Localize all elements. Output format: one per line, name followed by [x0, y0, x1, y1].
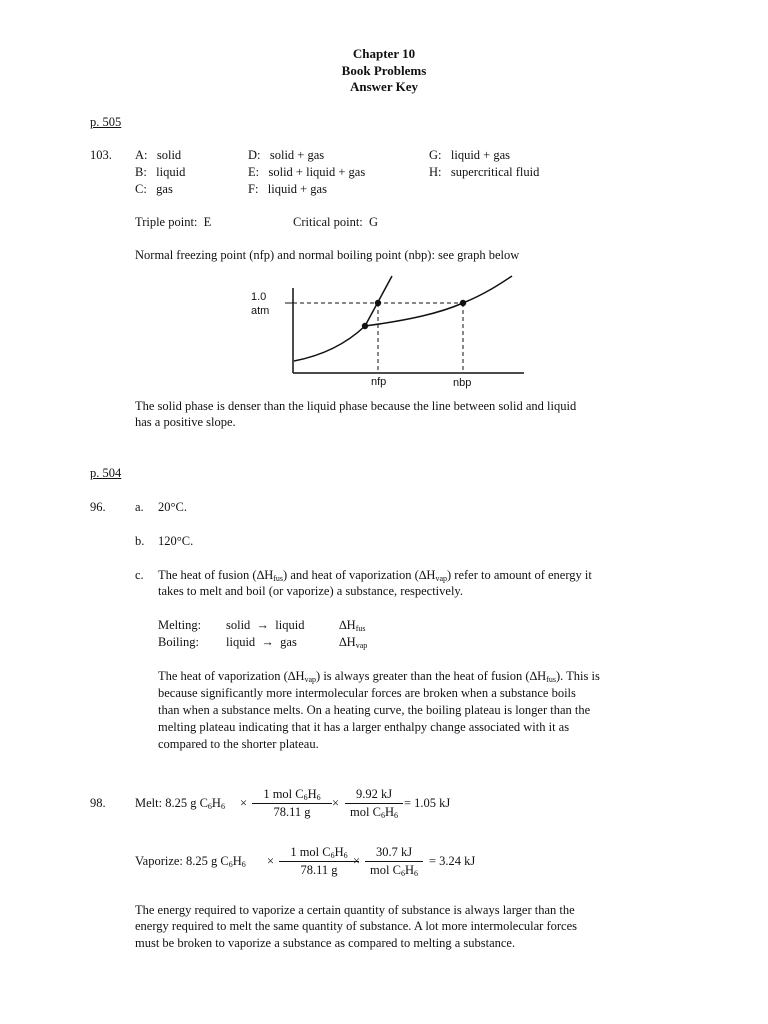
melting-label: Melting: — [158, 618, 202, 632]
h-symbol: H — [384, 805, 394, 819]
q96-c-line1 — [158, 567, 592, 584]
fraction-numerator — [252, 786, 332, 803]
critical-point: Critical point: G — [293, 215, 379, 229]
q103-number: 103. — [90, 148, 112, 162]
q103-C: C: gas — [135, 182, 173, 196]
q96-explanation-line2: because significantly more intermolecular forces are broken when a substance boils — [158, 686, 576, 700]
nbp-marker — [460, 300, 466, 306]
delta-h: ∆H — [339, 635, 356, 649]
subscript: 6 — [241, 860, 246, 869]
q96-c-label: c. — [135, 568, 144, 582]
h-symbol: H — [307, 787, 317, 801]
explanation-part: ) is always greater than the heat of fusion (∆H — [316, 669, 547, 683]
q96-c-line2: takes to melt and boil (or vaporize) a substance, respectively. — [158, 584, 463, 598]
phase-diagram-graph — [240, 270, 540, 395]
subscript: 6 — [380, 811, 385, 820]
c-text-part: ) refer to amount of energy it — [447, 568, 592, 582]
triple-point: Triple point: E — [135, 215, 212, 229]
q103-F: F: liquid + gas — [248, 182, 327, 196]
boiling-enthalpy — [339, 634, 367, 651]
q96-b-label: b. — [135, 534, 145, 548]
normal-points-text: Normal freezing point (nfp) and normal boiling point (nbp): see graph below — [135, 248, 520, 262]
fraction-numerator — [279, 844, 359, 861]
section-p504: p. 504 — [90, 466, 122, 480]
num-text: 1 mol C — [290, 845, 331, 859]
subscript: 6 — [316, 793, 321, 802]
q96-explanation-line4: melting plateau indicating that it has a larger enthalpy change associated with it as — [158, 720, 570, 734]
q103-G: G: liquid + gas — [429, 148, 511, 162]
melting-process: solid → liquid — [226, 618, 305, 632]
boiling-process: liquid → gas — [226, 635, 297, 649]
times-sign: × — [353, 854, 361, 868]
subscript: 6 — [343, 851, 348, 860]
q96-explanation-line1 — [158, 668, 600, 685]
vaporization-curve — [365, 276, 512, 326]
c-text-part: ) and heat of vaporization (∆H — [283, 568, 436, 582]
document-header — [0, 46, 768, 96]
q98-final-line3: must be broken to vaporize a substance as compared to melting a substance. — [135, 936, 516, 950]
fraction-denominator — [345, 803, 403, 821]
den-text: mol C — [350, 805, 381, 819]
vap-fraction-1 — [279, 844, 359, 879]
boiling-label: Boiling: — [158, 635, 199, 649]
h-symbol: H — [211, 796, 221, 810]
subscript: 6 — [330, 851, 335, 860]
q98-final-line1: The energy required to vaporize a certain quantity of substance is always larger than the — [135, 903, 575, 917]
chapter-title: Chapter 10 — [352, 46, 416, 61]
nbp-label: nbp — [453, 377, 472, 389]
density-conclusion-line2: has a positive slope. — [135, 415, 236, 429]
melt-result: = 1.05 kJ — [404, 796, 451, 810]
q103-E: E: solid + liquid + gas — [248, 165, 366, 179]
vap-fraction-2 — [365, 844, 423, 879]
h-symbol: H — [232, 854, 242, 868]
q96-a-answer: 20°C. — [158, 500, 187, 514]
melting-enthalpy — [339, 617, 365, 634]
answer-key-title: Answer Key — [349, 79, 418, 94]
fraction-numerator: 9.92 kJ — [355, 787, 393, 801]
y-label-unit: atm — [251, 305, 270, 317]
density-conclusion-line1: The solid phase is denser than the liquid phase because the line between solid and liquid — [135, 399, 577, 413]
subscript: 6 — [228, 860, 233, 869]
book-problems-title: Book Problems — [341, 62, 427, 78]
q96-number: 96. — [90, 500, 106, 514]
y-label-value: 1.0 — [251, 291, 267, 303]
fraction-denominator: 78.11 g — [252, 803, 332, 821]
times-sign: × — [332, 796, 340, 810]
melt-start — [135, 795, 225, 812]
subscript: fus — [273, 574, 284, 583]
den-text: mol C — [370, 863, 401, 877]
vap-text: Vaporize: 8.25 g C — [135, 854, 229, 868]
fraction-numerator: 30.7 kJ — [375, 845, 413, 859]
q96-explanation-line5: compared to the shorter plateau. — [158, 737, 319, 751]
fraction-denominator: 78.11 g — [279, 861, 359, 879]
fraction-denominator — [365, 861, 423, 879]
delta-h: ∆H — [339, 618, 356, 632]
q98-final-line2: energy required to melt the same quantity of substance. A lot more intermolecular forces — [135, 919, 577, 933]
q98-number: 98. — [90, 796, 106, 810]
subscript: 6 — [413, 869, 418, 878]
c-text-part: The heat of fusion (∆H — [158, 568, 274, 582]
h-symbol: H — [334, 845, 344, 859]
q103-H: H: supercritical fluid — [429, 165, 540, 179]
subscript: vap — [435, 574, 447, 583]
q103-D: D: solid + gas — [248, 148, 325, 162]
q103-A: A: solid — [135, 148, 182, 162]
melt-fraction-1 — [252, 786, 332, 821]
subscript: 6 — [303, 793, 308, 802]
melt-text: Melt: 8.25 g C — [135, 796, 208, 810]
h-symbol: H — [404, 863, 414, 877]
q96-b-answer: 120°C. — [158, 534, 194, 548]
subscript: 6 — [393, 811, 398, 820]
triple-point-marker — [362, 323, 368, 329]
subscript: fus — [355, 624, 366, 633]
subscript: fus — [546, 675, 556, 684]
explanation-part: The heat of vaporization (∆H — [158, 669, 305, 683]
subscript: vap — [355, 641, 368, 650]
vaporize-start — [135, 853, 246, 870]
subscript: 6 — [220, 802, 225, 811]
melt-fraction-2 — [345, 786, 403, 821]
q96-explanation-line3: than when a substance melts. On a heating curve, the boiling plateau is longer than the — [158, 703, 591, 717]
times-sign: × — [240, 796, 248, 810]
vaporize-result: = 3.24 kJ — [429, 854, 476, 868]
section-p505: p. 505 — [90, 115, 122, 129]
subscript: 6 — [400, 869, 405, 878]
nfp-label: nfp — [371, 376, 387, 388]
explanation-part: ). This is — [555, 669, 600, 683]
sublimation-curve — [294, 326, 365, 361]
subscript: 6 — [207, 802, 212, 811]
q96-a-label: a. — [135, 500, 144, 514]
subscript: vap — [304, 675, 317, 684]
nfp-marker — [375, 300, 381, 306]
num-text: 1 mol C — [263, 787, 304, 801]
times-sign: × — [267, 854, 275, 868]
q103-B: B: liquid — [135, 165, 186, 179]
